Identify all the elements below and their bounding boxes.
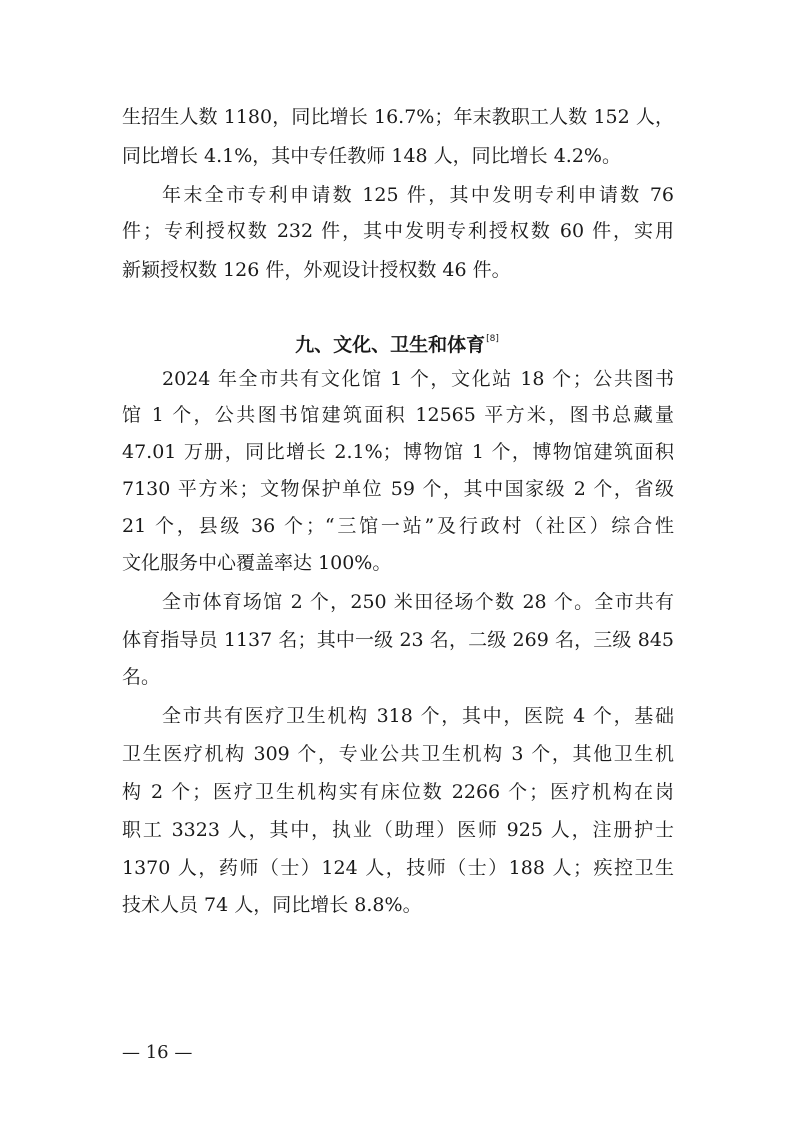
paragraph-5-line-6: 技术人员 74 人，同比增长 8.8%。 (122, 894, 422, 916)
section-heading (0, 326, 794, 358)
paragraph-3-line-3: 47.01 万册，同比增长 2.1%；博物馆 1 个，博物馆建筑面积 (122, 441, 674, 463)
paragraph-3-line-4: 7130 平方米；文物保护单位 59 个，其中国家级 2 个，省级 (122, 478, 674, 500)
paragraph-3-line-6: 文化服务中心覆盖率达 100%。 (122, 552, 392, 574)
paragraph-5-line-4: 职工 3323 人，其中，执业（助理）医师 925 人，注册护士 (122, 819, 674, 841)
paragraph-3-line-2: 馆 1 个，公共图书馆建筑面积 12565 平方米，图书总藏量 (122, 404, 674, 426)
paragraph-5-line-1: 全市共有医疗卫生机构 318 个，其中，医院 4 个，基础 (162, 705, 674, 727)
paragraph-2-line-1: 年末全市专利申请数 125 件，其中发明专利申请数 76 (162, 184, 674, 206)
section-heading-text: 九、文化、卫生和体育 (295, 334, 486, 356)
paragraph-5-line-3: 构 2 个；医疗卫生机构实有床位数 2266 个；医疗机构在岗 (122, 781, 674, 803)
paragraph-4-line-3: 名。 (122, 666, 161, 688)
paragraph-4-line-1: 全市体育场馆 2 个，250 米田径场个数 28 个。全市共有 (162, 591, 674, 613)
paragraph-4-line-2: 体育指导员 1137 名；其中一级 23 名，二级 269 名，三级 845 (122, 629, 674, 651)
paragraph-1-line-1: 生招生人数 1180，同比增长 16.7%；年末教职工人数 152 人， (122, 106, 674, 128)
heading-footnote-marker: [8] (486, 334, 499, 344)
paragraph-1-line-2: 同比增长 4.1%，其中专任教师 148 人，同比增长 4.2%。 (122, 145, 621, 167)
paragraph-2-line-2: 件；专利授权数 232 件，其中发明专利授权数 60 件，实用 (122, 220, 674, 242)
paragraph-5-line-2: 卫生医疗机构 309 个，专业公共卫生机构 3 个，其他卫生机 (122, 743, 674, 765)
paragraph-3-line-5: 21 个，县级 36 个；“三馆一站”及行政村（社区）综合性 (122, 515, 674, 537)
page-number: — 16 — (122, 1042, 193, 1063)
paragraph-5-line-5: 1370 人，药师（士）124 人，技师（士）188 人；疾控卫生 (122, 857, 674, 879)
paragraph-3-line-1: 2024 年全市共有文化馆 1 个，文化站 18 个；公共图书 (162, 368, 674, 390)
paragraph-2-line-3: 新颖授权数 126 件，外观设计授权数 46 件。 (122, 259, 511, 281)
